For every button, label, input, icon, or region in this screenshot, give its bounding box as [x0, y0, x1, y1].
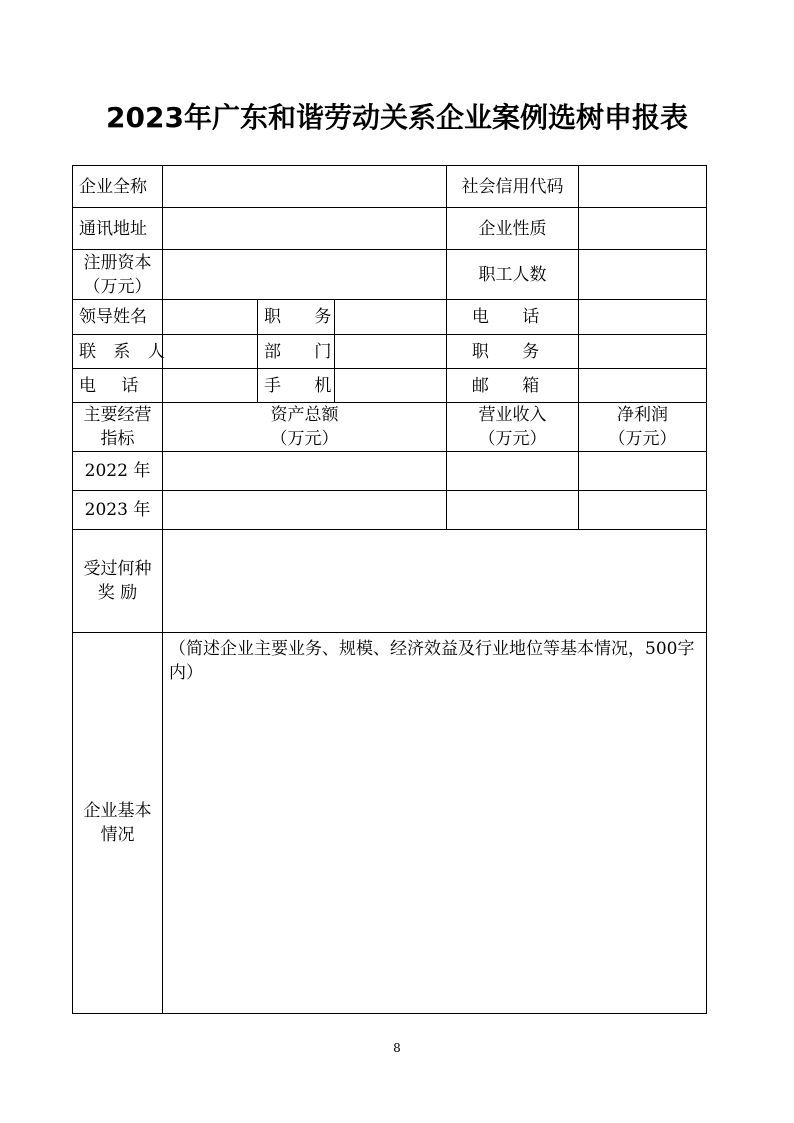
field-company-type[interactable]	[579, 208, 707, 250]
label-registered-capital	[73, 250, 163, 300]
header-operating-revenue-line2: （万元）	[478, 429, 547, 449]
row-year-2022	[73, 452, 707, 491]
row-year-2023	[73, 491, 707, 530]
field-contact-person[interactable]	[163, 335, 258, 369]
row-registered-capital	[73, 250, 707, 300]
field-basic-info[interactable]	[163, 633, 707, 1014]
field-contact-phone[interactable]	[163, 369, 258, 403]
header-total-assets-line1: 资产总额	[270, 405, 339, 425]
label-key-indicators-line1: 主要经营	[83, 405, 152, 425]
label-awards-line2: 奖 励	[97, 583, 138, 603]
field-leader-name[interactable]	[163, 300, 258, 335]
field-profit-2022[interactable]	[579, 452, 707, 491]
field-credit-code[interactable]	[579, 166, 707, 208]
row-basic-info	[73, 633, 707, 1014]
label-basic-info-line1: 企业基本	[83, 801, 152, 821]
label-leader-name: 领导姓名	[73, 300, 163, 335]
label-company-type: 企业性质	[447, 208, 579, 250]
label-year-2022: 2022 年	[73, 452, 163, 491]
label-key-indicators-line2: 指标	[100, 429, 135, 449]
label-company-name: 企业全称	[73, 166, 163, 208]
row-leader	[73, 300, 707, 335]
field-leader-phone[interactable]	[579, 300, 707, 335]
field-employees[interactable]	[579, 250, 707, 300]
row-contact	[73, 335, 707, 369]
row-phone	[73, 369, 707, 403]
label-contact-title: 职 务	[447, 335, 579, 369]
field-email[interactable]	[579, 369, 707, 403]
field-contact-title[interactable]	[579, 335, 707, 369]
label-key-indicators	[73, 403, 163, 452]
field-address[interactable]	[163, 208, 447, 250]
row-address	[73, 208, 707, 250]
basic-info-hint: （简述企业主要业务、规模、经济效益及行业地位等基本情况，500字内）	[169, 639, 695, 683]
header-total-assets-line2: （万元）	[270, 429, 339, 449]
label-awards-line1: 受过何种	[83, 559, 152, 579]
header-total-assets	[163, 403, 447, 452]
field-revenue-2022[interactable]	[447, 452, 579, 491]
field-assets-2023[interactable]	[163, 491, 447, 530]
field-profit-2023[interactable]	[579, 491, 707, 530]
header-operating-revenue-line1: 营业收入	[478, 405, 547, 425]
form-title: 2023年广东和谐劳动关系企业案例选树申报表	[106, 101, 688, 134]
field-revenue-2023[interactable]	[447, 491, 579, 530]
label-mobile: 手 机	[258, 369, 335, 403]
label-employees: 职工人数	[447, 250, 579, 300]
label-year-2023: 2023 年	[73, 491, 163, 530]
page-number: 8	[393, 1041, 401, 1055]
field-assets-2022[interactable]	[163, 452, 447, 491]
header-net-profit-line1: 净利润	[617, 405, 669, 425]
row-indicators-header	[73, 403, 707, 452]
header-net-profit-line2: （万元）	[608, 429, 677, 449]
field-mobile[interactable]	[335, 369, 447, 403]
field-leader-title[interactable]	[335, 300, 447, 335]
label-registered-capital-line1: 注册资本	[83, 252, 152, 273]
application-form-table	[72, 165, 707, 1014]
label-credit-code: 社会信用代码	[447, 166, 579, 208]
label-address: 通讯地址	[73, 208, 163, 250]
label-leader-phone: 电 话	[447, 300, 579, 335]
field-registered-capital[interactable]	[163, 250, 447, 300]
label-awards	[73, 530, 163, 633]
row-awards	[73, 530, 707, 633]
label-contact-person: 联 系 人	[73, 335, 163, 369]
label-contact-dept: 部 门	[258, 335, 335, 369]
field-company-name[interactable]	[163, 166, 447, 208]
label-email: 邮 箱	[447, 369, 579, 403]
label-leader-title: 职 务	[258, 300, 335, 335]
label-registered-capital-line2: （万元）	[83, 276, 152, 297]
label-contact-phone: 电 话	[73, 369, 163, 403]
field-contact-dept[interactable]	[335, 335, 447, 369]
header-operating-revenue	[447, 403, 579, 452]
label-basic-info-line2: 情况	[100, 825, 135, 845]
label-basic-info	[73, 633, 163, 1014]
row-company-name	[73, 166, 707, 208]
header-net-profit	[579, 403, 707, 452]
field-awards[interactable]	[163, 530, 707, 633]
